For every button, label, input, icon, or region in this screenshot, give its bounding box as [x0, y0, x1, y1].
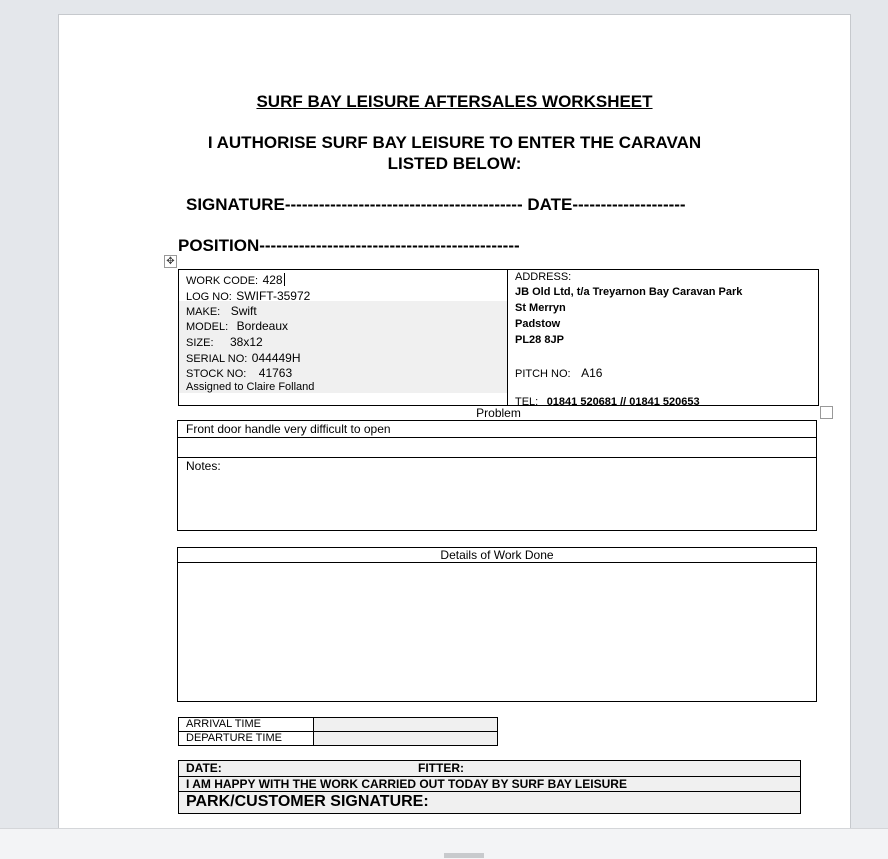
work-done-table[interactable]: [177, 547, 817, 702]
arrival-time-label: ARRIVAL TIME: [186, 718, 261, 730]
pitch-value: A16: [581, 366, 603, 380]
move-table-icon[interactable]: ✥: [164, 255, 177, 268]
problem-divider-1: [178, 437, 816, 438]
document-title: SURF BAY LEISURE AFTERSALES WORKSHEET: [256, 92, 653, 111]
authorise-line-2: LISTED BELOW:: [387, 154, 522, 173]
caravan-info-table: [178, 269, 819, 406]
problem-table[interactable]: [177, 420, 817, 531]
address-line-3: Padstow: [515, 318, 561, 330]
address-label: ADDRESS:: [515, 271, 572, 283]
problem-heading: Problem: [476, 406, 521, 420]
fitter-label: FITTER:: [418, 761, 464, 775]
times-table: [178, 717, 498, 746]
notes-label: Notes:: [186, 459, 221, 473]
log-no-value: SWIFT-35972: [236, 289, 311, 303]
assigned-to: Assigned to Claire Folland: [186, 381, 315, 393]
position-line: POSITION----------------------------------------------: [178, 236, 520, 255]
serial-value: 044449H: [251, 351, 301, 365]
signoff-table[interactable]: [178, 760, 801, 814]
address-line-4: PL28 8JP: [515, 334, 564, 346]
pitch-row: [515, 364, 602, 382]
make-value: Swift: [230, 304, 257, 318]
departure-time-label: DEPARTURE TIME: [186, 732, 282, 744]
table-resize-handle[interactable]: [820, 406, 833, 419]
make-label: MAKE:: [186, 306, 221, 318]
problem-divider-2: [178, 457, 816, 458]
stock-label: STOCK NO:: [186, 368, 247, 380]
work-code-label: WORK CODE:: [186, 275, 259, 287]
horizontal-scrollbar[interactable]: [444, 853, 484, 858]
size-value: 38x12: [229, 335, 263, 349]
authorise-statement: [59, 132, 850, 174]
happy-statement: I AM HAPPY WITH THE WORK CARRIED OUT TODAY BY SURF BAY LEISURE: [186, 777, 627, 791]
model-value: Bordeaux: [236, 319, 289, 333]
address-line-1: JB Old Ltd, t/a Treyarnon Bay Caravan Park: [515, 286, 743, 298]
tel-value: 01841 520681 // 01841 520653: [546, 396, 700, 408]
address-cell[interactable]: [507, 270, 819, 408]
text-cursor: [284, 273, 285, 286]
serial-label: SERIAL NO:: [186, 353, 248, 365]
signoff-date-label: DATE:: [186, 761, 222, 775]
work-done-divider: [178, 562, 816, 563]
work-code-value: 428: [262, 273, 283, 287]
size-label: SIZE:: [186, 337, 214, 349]
model-label: MODEL:: [186, 321, 229, 333]
log-no-label: LOG NO:: [186, 291, 232, 303]
document-page: [58, 14, 851, 845]
stock-row: [186, 364, 292, 382]
caravan-details-cell[interactable]: [179, 270, 507, 405]
problem-description: Front door handle very difficult to open: [186, 422, 391, 436]
pitch-label: PITCH NO:: [515, 368, 571, 380]
authorise-line-1: I AUTHORISE SURF BAY LEISURE TO ENTER THE CARAVAN: [207, 133, 702, 152]
work-done-heading: Details of Work Done: [440, 548, 554, 562]
tel-label: TEL:: [515, 396, 539, 408]
signature-date-line: SIGNATURE------------------------------------------ DATE--------------------: [186, 195, 686, 214]
customer-signature-label: PARK/CUSTOMER SIGNATURE:: [186, 793, 429, 810]
stock-value: 41763: [258, 366, 293, 380]
address-line-2: St Merryn: [515, 302, 566, 314]
